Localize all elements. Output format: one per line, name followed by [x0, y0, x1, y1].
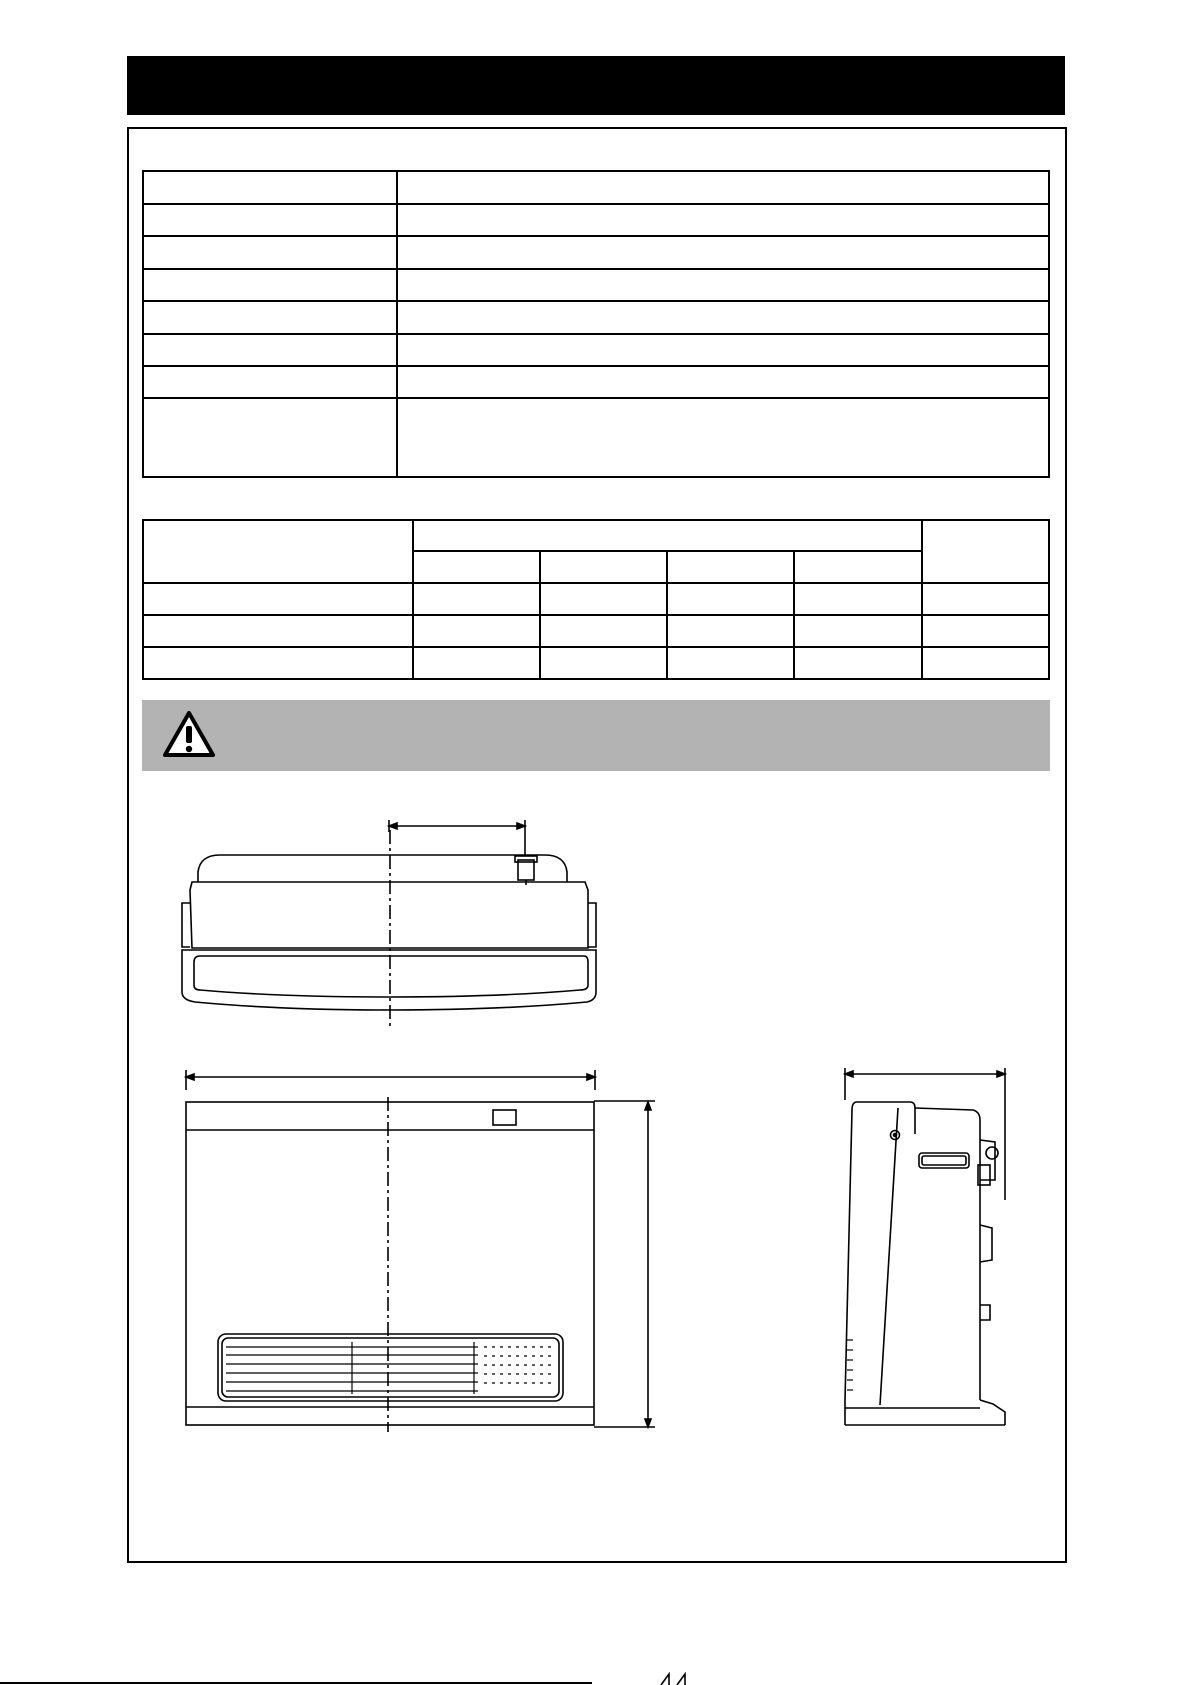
- spec-label: [143, 236, 397, 269]
- table-cell: [922, 615, 1049, 647]
- table-subheader-cell: [667, 551, 794, 583]
- front-width-dimension: [186, 1070, 595, 1090]
- table-header-group: [413, 520, 922, 551]
- warning-banner: [142, 700, 1050, 771]
- side-view-drawing: [840, 1065, 1020, 1430]
- table-row-label: [143, 583, 413, 615]
- table-subheader-cell: [540, 551, 667, 583]
- table-row-label: [143, 615, 413, 647]
- table-row: [143, 647, 1049, 679]
- spec-value: [397, 269, 1049, 301]
- table-cell: [540, 583, 667, 615]
- spec-label: [143, 366, 397, 398]
- table-row: [143, 398, 1049, 477]
- table-row: [143, 204, 1049, 236]
- spec-label: [143, 334, 397, 366]
- table-cell: [540, 615, 667, 647]
- table-cell: [413, 583, 540, 615]
- spec-table: [142, 170, 1050, 478]
- table-row: [143, 366, 1049, 398]
- header-bar: [127, 56, 1065, 115]
- top-view-drawing: [180, 820, 600, 1030]
- table-cell: [413, 647, 540, 679]
- spec-value: [397, 398, 1049, 477]
- footer-rule: [0, 1682, 592, 1684]
- table-cell: [922, 647, 1049, 679]
- table-subheader-cell: [794, 551, 922, 583]
- spec-value: [397, 301, 1049, 334]
- page-number-mark: [655, 1672, 691, 1685]
- table-cell: [794, 583, 922, 615]
- table-header-corner: [143, 520, 413, 583]
- table-row: [143, 615, 1049, 647]
- table-cell: [667, 647, 794, 679]
- spec-label: [143, 269, 397, 301]
- spec-value: [397, 236, 1049, 269]
- spec-value: [397, 204, 1049, 236]
- table-row: [143, 334, 1049, 366]
- spec-label: [143, 171, 397, 204]
- table-cell: [413, 615, 540, 647]
- table-row: [143, 236, 1049, 269]
- table-row: [143, 269, 1049, 301]
- spec-value: [397, 334, 1049, 366]
- table-cell: [794, 647, 922, 679]
- table-header-row: [143, 520, 1049, 551]
- spec-value: [397, 366, 1049, 398]
- rating-table: [142, 519, 1050, 680]
- spec-label: [143, 204, 397, 236]
- spec-value: [397, 171, 1049, 204]
- table-cell: [667, 615, 794, 647]
- spec-label: [143, 301, 397, 334]
- table-subheader-cell: [413, 551, 540, 583]
- front-height-dimension: [594, 1101, 655, 1427]
- table-row-label: [143, 647, 413, 679]
- table-row: [143, 583, 1049, 615]
- table-row: [143, 301, 1049, 334]
- table-cell: [922, 583, 1049, 615]
- warning-triangle-icon: [162, 709, 216, 759]
- table-row: [143, 171, 1049, 204]
- top-view-dimension: [389, 820, 525, 856]
- table-cell: [540, 647, 667, 679]
- table-cell: [794, 615, 922, 647]
- table-header-last: [922, 520, 1049, 583]
- front-view-drawing: [180, 1065, 660, 1525]
- spec-label: [143, 398, 397, 477]
- table-cell: [667, 583, 794, 615]
